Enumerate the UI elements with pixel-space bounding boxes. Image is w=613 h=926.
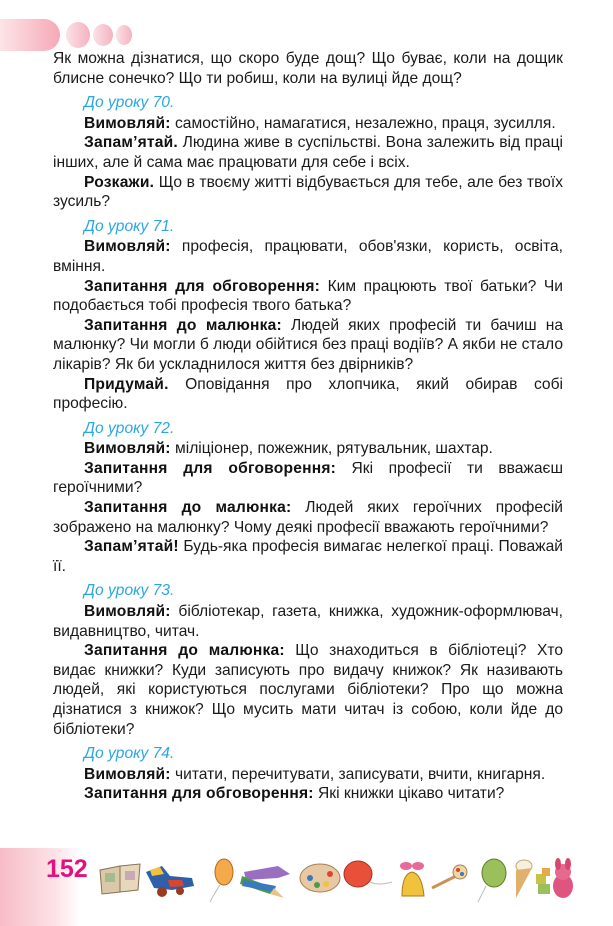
item-text: читати, перечитувати, записувати, вчити, книгарня. — [170, 765, 546, 783]
ice-cream-cone-icon — [510, 858, 534, 902]
item-text: самостійно, намагатися, незалежно, праця, зусилля. — [170, 114, 556, 132]
item-text: Які професії ти вважаєш героїчними? — [53, 459, 563, 497]
lesson-item — [53, 498, 563, 537]
lesson-item — [53, 641, 563, 739]
item-text: Оповідання про хлопчика, який обирав собі професію. — [53, 375, 563, 413]
lesson-item — [53, 114, 563, 134]
item-text: Ким працюють твої батьки? Чи подобається тобі професія твого батька? — [53, 277, 563, 315]
lesson-item — [53, 439, 563, 459]
red-balloon-icon — [342, 858, 394, 898]
pink-tab-bar — [0, 19, 60, 51]
lesson-section-71 — [53, 217, 563, 414]
lesson-heading: До уроку 72. — [84, 419, 175, 437]
item-label: Запитання до малюнка: — [84, 499, 292, 517]
item-label: Вимовляй: — [84, 114, 171, 132]
page-body — [53, 49, 563, 804]
item-text: Людина живе в суспільстві. Вона залежить від праці інших, але й сама має працювати для себе і всіх. — [53, 134, 563, 171]
lesson-heading: До уроку 70. — [84, 94, 175, 112]
item-text: бібліотекар, газета, книжка, художник-оформлювач, видавництво, читач. — [53, 603, 563, 640]
lesson-item — [53, 133, 563, 172]
item-label: Запитання до малюнка: — [84, 642, 285, 660]
lesson-item — [53, 277, 563, 316]
item-label: Запитання для обговорення: — [84, 785, 314, 803]
item-label: Запитання для обговорення: — [84, 459, 337, 477]
lesson-item — [53, 173, 563, 212]
item-text: професія, працювати, обов'язки, користь, освіта, вміння. — [53, 238, 563, 275]
item-label: Вимовляй: — [84, 440, 171, 458]
lesson-item — [53, 784, 563, 804]
pink-dot — [93, 24, 113, 46]
pencils-icon — [240, 858, 296, 902]
header-decoration — [0, 19, 140, 51]
item-text: Які книжки цікаво читати? — [313, 785, 505, 803]
pink-dot — [116, 25, 132, 45]
item-label: Вимовляй: — [84, 603, 171, 621]
lesson-heading: До уроку 74. — [84, 745, 175, 763]
item-text: Людей яких героїчних професій зображено на малюнку? Чому деякі професії вважають героїчними? — [53, 499, 563, 536]
item-text: міліціонер, пожежник, рятувальник, шахтар. — [170, 440, 493, 458]
lesson-item — [53, 459, 563, 498]
lesson-section-70 — [53, 93, 563, 212]
lesson-item — [53, 237, 563, 276]
bell-with-bow-icon — [394, 858, 430, 902]
lesson-item — [53, 316, 563, 375]
orange-balloon-icon — [206, 858, 236, 904]
lesson-section-74 — [53, 744, 563, 804]
lesson-item — [53, 602, 563, 641]
pink-dot — [66, 22, 90, 48]
item-label: Запам’ятай! — [84, 538, 179, 556]
item-text: Будь-яка професія вимагає нелегкої праці. Поважай її. — [53, 538, 563, 575]
footer-decoration-strip — [98, 858, 568, 908]
lesson-heading: До уроку 71. — [84, 217, 175, 235]
toy-bunny-icon — [550, 858, 576, 902]
item-text: Людей яких професій ти бачиш на малюнку? Чи могли б люди обійтися без праці водіїв? А якби не стало лікарів? Як би ускладнилося життя без двірників? — [53, 316, 564, 373]
item-text: Що знаходиться в бібліотеці? Хто видає книжки? Куди записують про видачу книжок? Як називають людей, які користуються послугами бібліотеки? Про що можна дізнатися з книжок? Що мусить мати читач із собою, коли йде до бібліотеки? — [53, 642, 563, 738]
item-label: Запитання до малюнка: — [84, 316, 282, 334]
lesson-item — [53, 375, 563, 414]
intro-paragraph: Як можна дізнатися, що скоро буде дощ? Що буває, коли на дощик блисне сонечко? Що ти робиш, коли на вулиці йде дощ? — [53, 50, 563, 87]
lesson-item — [53, 765, 563, 785]
lesson-item — [53, 537, 563, 576]
green-balloon-icon — [474, 858, 508, 904]
item-label: Запитання для обговорення: — [84, 277, 321, 295]
item-label: Розкажи. — [84, 173, 155, 191]
lesson-section-73 — [53, 581, 563, 739]
item-text: Що в твоєму житті відбувається для тебе, але без твоїх зусиль? — [53, 173, 563, 211]
item-label: Придумай. — [84, 375, 169, 393]
page-number: 152 — [46, 855, 88, 883]
lesson-heading: До уроку 73. — [84, 582, 175, 600]
paint-palette-icon — [298, 858, 342, 898]
item-label: Вимовляй: — [84, 238, 171, 256]
item-label: Вимовляй: — [84, 765, 171, 783]
rattle-icon — [430, 858, 470, 898]
lesson-section-72 — [53, 419, 563, 577]
toy-boot-icon — [142, 858, 198, 900]
item-label: Запам’ятай. — [84, 134, 178, 152]
open-book-icon — [98, 858, 142, 898]
